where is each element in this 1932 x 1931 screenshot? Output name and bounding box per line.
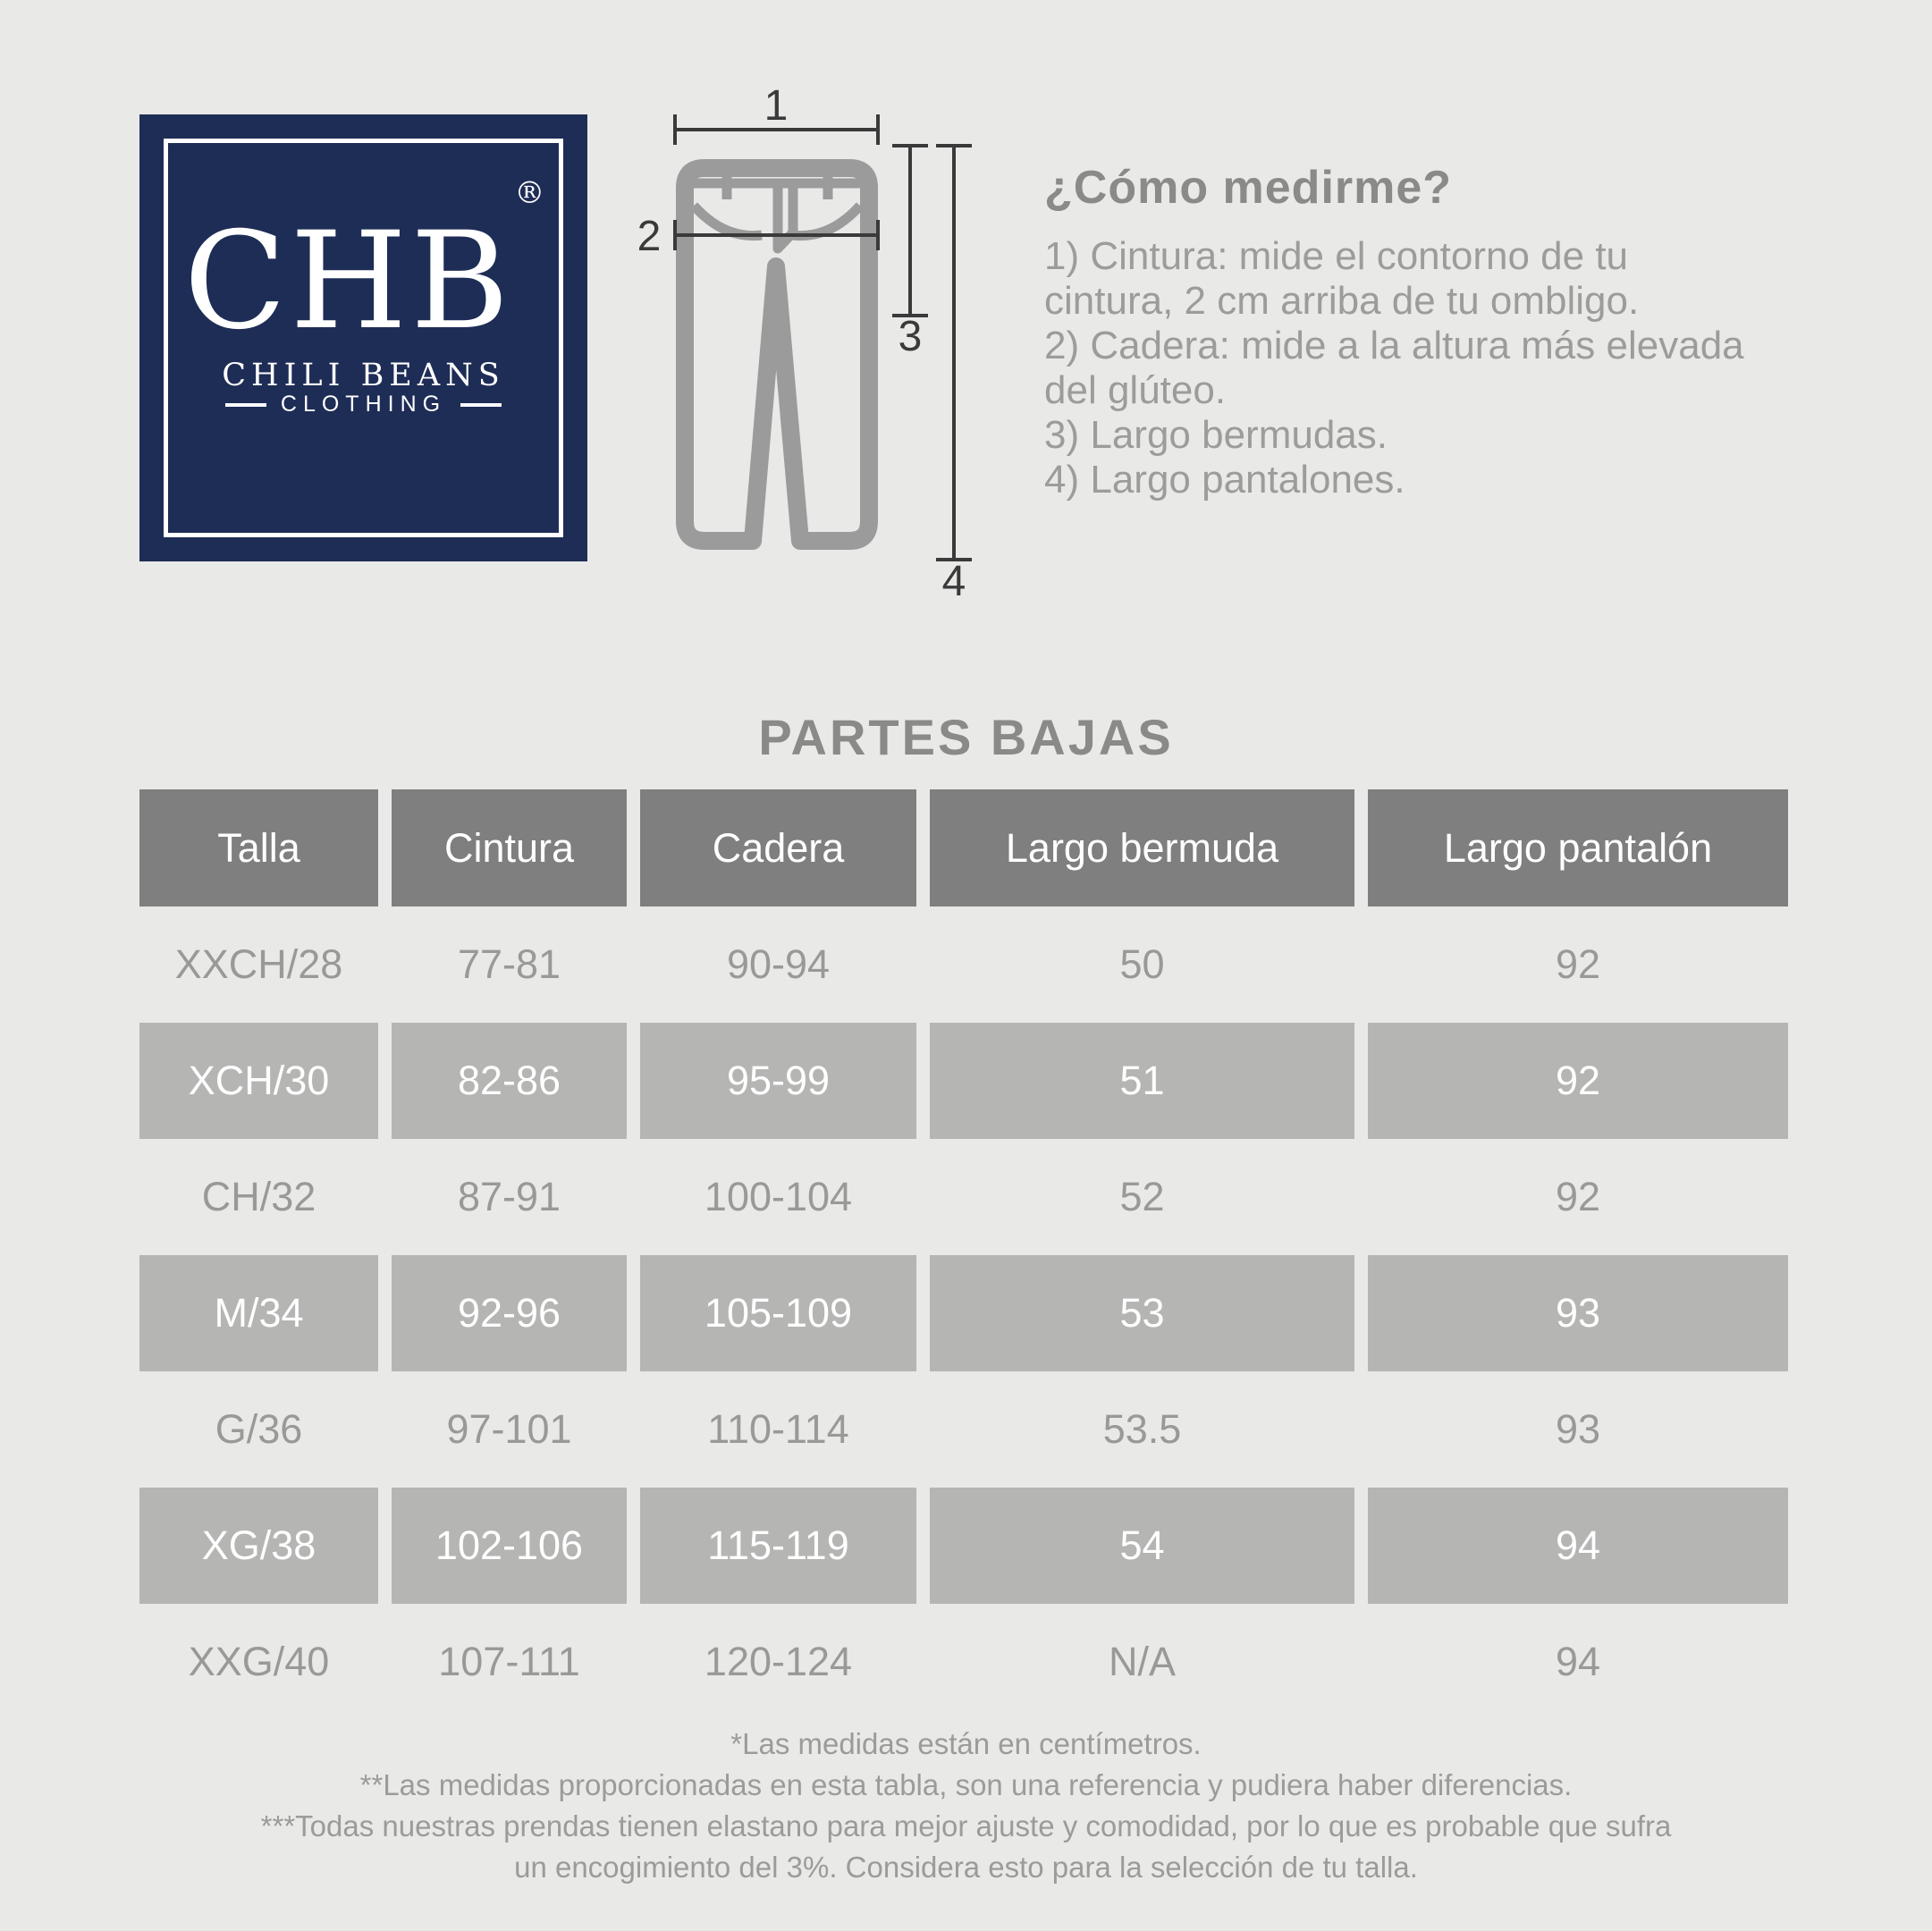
instruction-line: 4) Largo pantalones. — [1044, 458, 1405, 502]
footnote-line: **Las medidas proporcionadas en esta tabla, son una referencia y pudiera haber diferencias. — [359, 1768, 1573, 1801]
logo-tagline: CLOTHING — [280, 392, 447, 417]
brand-logo — [139, 114, 587, 561]
instruction-line: del glúteo. — [1044, 368, 1227, 412]
logo-brand-text — [139, 175, 587, 359]
measure-label-2: 2 — [637, 213, 662, 260]
footnote-line: ***Todas nuestras prendas tienen elastano para mejor ajuste y comodidad, por lo que es probable que sufra — [260, 1809, 1672, 1842]
table-cell: 95-99 — [640, 1023, 916, 1139]
table-row — [139, 1255, 1788, 1371]
table-cell: 100-104 — [704, 1174, 853, 1219]
table-cell: M/34 — [139, 1255, 378, 1371]
size-table — [139, 789, 1788, 1720]
column-header: Cintura — [392, 789, 627, 906]
measure-line-4-pants-length — [936, 146, 972, 605]
footnote-line: *Las medidas están en centímetros. — [730, 1727, 1202, 1760]
how-to-measure-instructions — [1044, 234, 1744, 502]
table-cell: 92 — [1555, 941, 1601, 987]
table-cell: 94 — [1368, 1488, 1788, 1604]
logo-subtitle: CHILI BEANS — [222, 358, 505, 393]
instruction-line: 1) Cintura: mide el contorno de tu — [1044, 234, 1629, 278]
table-cell: 77-81 — [457, 941, 561, 987]
table-cell: 92 — [1368, 1023, 1788, 1139]
table-cell: 105-109 — [640, 1255, 916, 1371]
tagline-right-dash — [460, 403, 502, 407]
instruction-line: cintura, 2 cm arriba de tu ombligo. — [1044, 279, 1640, 323]
measure-label-1: 1 — [764, 82, 789, 130]
table-row — [139, 906, 1788, 1023]
instruction-line: 2) Cadera: mide a la altura más elevada — [1044, 324, 1744, 367]
registered-trademark-icon: ® — [514, 175, 545, 211]
column-header: Largo pantalón — [1368, 789, 1788, 906]
logo-tagline-row — [139, 392, 587, 417]
table-cell: CH/32 — [201, 1174, 316, 1219]
column-header: Cadera — [640, 789, 916, 906]
footnote-line: un encogimiento del 3%. Considera esto para la selección de tu talla. — [514, 1851, 1418, 1884]
table-cell: 52 — [1119, 1174, 1165, 1219]
table-title: PARTES BAJAS — [758, 709, 1174, 765]
table-cell: XG/38 — [139, 1488, 378, 1604]
table-cell: N/A — [1108, 1639, 1176, 1684]
table-cell: 110-114 — [707, 1406, 849, 1452]
table-row — [139, 1023, 1788, 1139]
table-cell: 54 — [930, 1488, 1354, 1604]
table-cell: 115-119 — [640, 1488, 916, 1604]
table-cell: 93 — [1555, 1406, 1601, 1452]
table-cell: 90-94 — [726, 941, 831, 987]
table-cell: 53 — [930, 1255, 1354, 1371]
table-row — [139, 1139, 1788, 1255]
pants-measurement-diagram — [626, 80, 1001, 617]
table-row — [139, 1604, 1788, 1720]
table-cell: 50 — [1119, 941, 1165, 987]
pants-icon — [685, 163, 869, 541]
table-cell: 92 — [1555, 1174, 1601, 1219]
table-cell: 97-101 — [446, 1406, 572, 1452]
tagline-left-dash — [225, 403, 266, 407]
table-cell: 94 — [1555, 1639, 1601, 1684]
table-cell: 92-96 — [392, 1255, 627, 1371]
column-header: Talla — [139, 789, 378, 906]
measure-line-1-waist — [675, 82, 878, 145]
table-cell: 51 — [930, 1023, 1354, 1139]
table-cell: 93 — [1368, 1255, 1788, 1371]
table-row — [139, 1371, 1788, 1488]
how-to-measure-title: ¿Cómo medirme? — [1044, 162, 1453, 214]
table-cell: 87-91 — [457, 1174, 561, 1219]
footnotes — [0, 1724, 1932, 1888]
table-cell: 53.5 — [1102, 1406, 1182, 1452]
measure-label-4: 4 — [941, 558, 966, 605]
table-cell: 120-124 — [704, 1639, 853, 1684]
table-row — [139, 1488, 1788, 1604]
table-cell: 107-111 — [438, 1639, 580, 1684]
table-cell: 82-86 — [392, 1023, 627, 1139]
table-cell: 102-106 — [392, 1488, 627, 1604]
logo-brand-letters: CHB — [183, 204, 513, 359]
table-cell: XCH/30 — [139, 1023, 378, 1139]
measure-line-3-bermuda-length — [892, 146, 928, 360]
table-cell: G/36 — [215, 1406, 303, 1452]
column-header: Largo bermuda — [930, 789, 1354, 906]
table-header-row — [139, 789, 1788, 906]
measure-label-3: 3 — [898, 313, 923, 360]
instruction-line: 3) Largo bermudas. — [1044, 413, 1388, 457]
table-cell: XXCH/28 — [174, 941, 343, 987]
table-cell: XXG/40 — [188, 1639, 330, 1684]
